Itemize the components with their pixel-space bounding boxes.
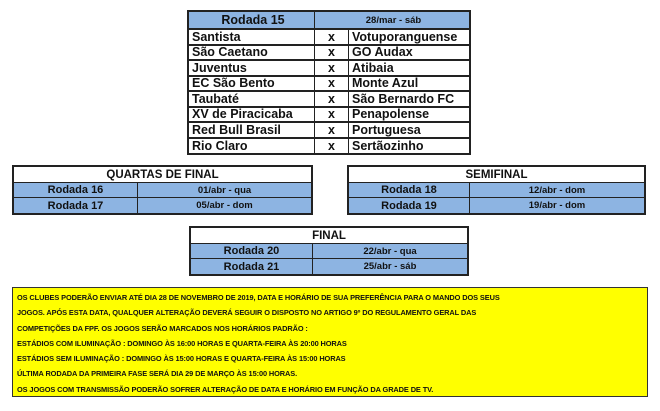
home-team: Red Bull Brasil [189,123,315,137]
home-team: EC São Bento [189,77,315,91]
stage-title: SEMIFINAL [465,168,528,181]
table-row [14,183,311,198]
note-line: ÚLTIMA RODADA DA PRIMEIRA FASE SERÁ DIA 29 DE MARÇO ÀS 15:00 HORAS. [17,369,298,379]
match-row [189,107,469,123]
round-date: 28/mar - sáb [365,14,422,26]
match-row [189,122,469,138]
round-label: Rodada 19 [349,198,470,213]
round-date: 22/abr - qua [363,245,417,257]
versus: x [315,46,349,60]
table-row [349,198,644,213]
stage-title: FINAL [312,229,346,242]
semifinal-table [347,165,646,215]
versus: x [315,77,349,91]
note-line: JOGOS. APÓS ESTA DATA, QUALQUER ALTERAÇÃO DEVERÁ SEGUIR O DISPOSTO NO ARTIGO 9º DO REGULAMENTO GERAL DAS [17,308,477,318]
round-label: Rodada 18 [349,183,470,197]
note-line: OS CLUBES PODERÃO ENVIAR ATÉ DIA 28 DE NOVEMBRO DE 2019, DATA E HORÁRIO DE SUA PREFERÊNCIA PARA O MANDO DOS SEUS [17,293,500,302]
versus: x [315,139,349,154]
table-header [349,167,644,183]
home-team: XV de Piracicaba [189,108,315,122]
table-row [14,198,311,213]
home-team: São Caetano [189,46,315,60]
round-title: Rodada 15 [189,12,315,28]
round-date: 19/abr - dom [528,200,586,211]
home-team: Rio Claro [189,139,315,154]
table-header [191,228,467,244]
round-date: 01/abr - qua [197,184,252,196]
match-row [189,76,469,92]
note-line: ESTÁDIOS COM ILUMINAÇÃO : DOMINGO ÀS 16:00 HORAS E QUARTA-FEIRA ÀS 20:00 HORAS [17,338,347,348]
round-label: Rodada 16 [14,183,138,197]
table-row [349,183,644,198]
note-line: COMPETIÇÕES DA FPF. OS JOGOS SERÃO MARCADOS NOS HORÁRIOS PADRÃO : [17,323,308,333]
match-row [189,45,469,61]
home-team: Juventus [189,61,315,75]
home-team: Taubaté [189,92,315,106]
round-label: Rodada 17 [14,198,138,213]
home-team: Santista [189,30,315,44]
away-team: Sertãozinho [352,138,424,153]
away-team: Portuguesa [352,123,421,137]
match-row [189,91,469,107]
table-row [191,259,467,274]
round-date: 25/abr - sáb [363,261,417,272]
match-row [189,60,469,76]
versus: x [315,61,349,75]
quartas-table [12,165,313,215]
table-row [191,244,467,259]
away-team: Atibaia [352,61,394,75]
versus: x [315,108,349,122]
round-date: 12/abr - dom [528,184,586,196]
rules-note [12,287,648,397]
away-team: Votuporanguense [352,30,458,44]
final-table [189,226,469,276]
away-team: Monte Azul [352,76,419,90]
stage-title: QUARTAS DE FINAL [106,168,219,181]
away-team: São Bernardo FC [352,92,455,106]
away-team: Penapolense [352,107,430,121]
round-label: Rodada 21 [191,259,313,274]
table-header [189,12,469,29]
note-line: ESTÁDIOS SEM ILUMINAÇÃO : DOMINGO ÀS 15:00 HORAS E QUARTA-FEIRA ÀS 15:00 HORAS [17,354,346,364]
round-date: 05/abr - dom [196,200,253,211]
match-row [189,29,469,45]
table-header [14,167,311,183]
match-row [189,138,469,154]
versus: x [315,92,349,106]
away-team: GO Audax [352,45,413,59]
versus: x [315,30,349,44]
rodada-15-table [187,10,471,155]
note-line: OS JOGOS COM TRANSMISSÃO PODERÃO SOFRER ALTERAÇÃO DE DATA E HORÁRIO EM FUNÇÃO DA GRADE DE TV. [17,384,434,394]
round-label: Rodada 20 [191,244,313,258]
versus: x [315,123,349,137]
